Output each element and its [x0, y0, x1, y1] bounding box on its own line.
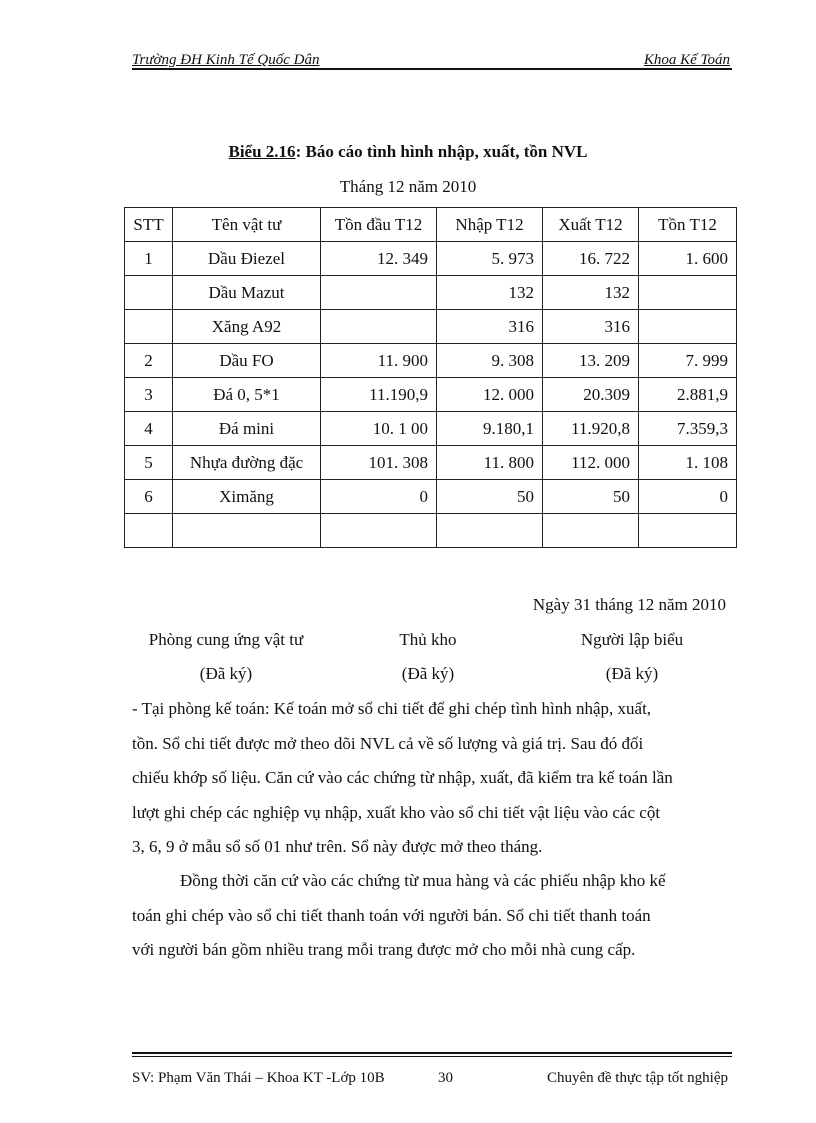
- footer-page-number: 30: [438, 1070, 453, 1086]
- signature-role-preparer: Người lập biểu: [580, 630, 684, 649]
- cell-stt: 2: [125, 344, 173, 378]
- body-paragraph-1: [132, 692, 730, 865]
- cell-import: 9. 308: [437, 344, 543, 378]
- cell-closing: [639, 514, 737, 548]
- paragraph-line: lượt ghi chép các nghiệp vụ nhập, xuất kho vào sổ chi tiết vật liệu vào các cột: [132, 802, 661, 822]
- cell-export: 16. 722: [543, 242, 639, 276]
- cell-name: Đá mini: [173, 412, 321, 446]
- cell-name: Nhựa đường đặc: [173, 446, 321, 480]
- col-header-opening: Tồn đầu T12: [321, 208, 437, 242]
- cell-stt: 6: [125, 480, 173, 514]
- cell-opening: [321, 276, 437, 310]
- cell-import: 316: [437, 310, 543, 344]
- cell-name: Đá 0, 5*1: [173, 378, 321, 412]
- cell-export: 20.309: [543, 378, 639, 412]
- table-row: [125, 480, 737, 514]
- cell-export: 112. 000: [543, 446, 639, 480]
- cell-name: Ximăng: [173, 480, 321, 514]
- table-row: [125, 378, 737, 412]
- signature-status-warehouse: (Đã ký): [401, 664, 455, 683]
- cell-closing: [639, 310, 737, 344]
- paragraph-line: với người bán gồm nhiều trang mỗi trang được mở cho mỗi nhà cung cấp.: [132, 940, 636, 959]
- cell-export: [543, 514, 639, 548]
- report-subtitle: Tháng 12 năm 2010: [339, 177, 477, 196]
- body-paragraph-2: [132, 864, 730, 968]
- paragraph-line: Đồng thời căn cứ vào các chứng từ mua hàng và các phiếu nhập kho kế: [180, 871, 666, 890]
- paragraph-line: chiếu khớp số liệu. Căn cứ vào các chứng từ nhập, xuất, đã kiểm tra kế toán lần: [132, 768, 673, 787]
- cell-opening: 101. 308: [321, 446, 437, 480]
- cell-closing: 0: [639, 480, 737, 514]
- cell-stt: 1: [125, 242, 173, 276]
- cell-opening: 0: [321, 480, 437, 514]
- paragraph-line: toán ghi chép vào sổ chi tiết thanh toán với người bán. Sổ chi tiết thanh toán: [132, 905, 651, 925]
- report-title-label: Biểu 2.16: [228, 142, 296, 161]
- report-title-text: : Báo cáo tình hình nhập, xuất, tồn NVL: [295, 142, 588, 161]
- cell-closing: 1. 108: [639, 446, 737, 480]
- cell-opening: 10. 1 00: [321, 412, 437, 446]
- cell-import: [437, 514, 543, 548]
- signature-status-preparer: (Đã ký): [605, 664, 659, 683]
- cell-closing: 7.359,3: [639, 412, 737, 446]
- cell-opening: [321, 514, 437, 548]
- cell-stt: [125, 276, 173, 310]
- col-header-name: Tên vật tư: [173, 208, 321, 242]
- cell-name: Dầu FO: [173, 344, 321, 378]
- header-school: Trường ĐH Kinh Tế Quốc Dân: [132, 52, 320, 68]
- cell-stt: [125, 310, 173, 344]
- cell-closing: [639, 276, 737, 310]
- paragraph-line: tồn. Sổ chi tiết được mở theo dõi NVL cả về số lượng và giá trị. Sau đó đối: [132, 733, 644, 753]
- cell-stt: 3: [125, 378, 173, 412]
- paragraph-line: - Tại phòng kế toán: Kế toán mở sổ chi tiết để ghi chép tình hình nhập, xuất,: [132, 699, 652, 718]
- table-header-row: [125, 208, 737, 242]
- footer-rule: [132, 1052, 732, 1054]
- table-row: [125, 446, 737, 480]
- cell-stt: 4: [125, 412, 173, 446]
- header-rule: [132, 68, 732, 70]
- cell-export: 316: [543, 310, 639, 344]
- table-row: [125, 310, 737, 344]
- table-row: [125, 344, 737, 378]
- cell-name: Dầu Mazut: [173, 276, 321, 310]
- cell-name: Xăng A92: [173, 310, 321, 344]
- cell-opening: 11.190,9: [321, 378, 437, 412]
- table-row: [125, 276, 737, 310]
- cell-export: 50: [543, 480, 639, 514]
- cell-stt: [125, 514, 173, 548]
- footer-report-title: Chuyên đề thực tập tốt nghiệp: [546, 1070, 728, 1086]
- cell-export: 11.920,8: [543, 412, 639, 446]
- cell-closing: 2.881,9: [639, 378, 737, 412]
- cell-closing: 7. 999: [639, 344, 737, 378]
- cell-opening: 11. 900: [321, 344, 437, 378]
- cell-import: 5. 973: [437, 242, 543, 276]
- signature-role-supply: Phòng cung ứng vật tư: [148, 630, 304, 649]
- cell-import: 132: [437, 276, 543, 310]
- table-row: [125, 412, 737, 446]
- inventory-table: [124, 207, 737, 548]
- table-row-empty: [125, 514, 737, 548]
- cell-name: [173, 514, 321, 548]
- col-header-stt: STT: [125, 208, 173, 242]
- cell-import: 11. 800: [437, 446, 543, 480]
- footer-rule-thin: [132, 1056, 732, 1057]
- signature-role-warehouse: Thủ kho: [399, 630, 457, 649]
- report-title: [0, 142, 816, 162]
- col-header-closing: Tồn T12: [639, 208, 737, 242]
- cell-closing: 1. 600: [639, 242, 737, 276]
- paragraph-line: 3, 6, 9 ở mẫu sổ số 01 như trên. Sổ này được mở theo tháng.: [132, 837, 543, 856]
- col-header-import: Nhập T12: [437, 208, 543, 242]
- cell-opening: [321, 310, 437, 344]
- report-date: Ngày 31 tháng 12 năm 2010: [532, 595, 726, 614]
- signature-status-supply: (Đã ký): [199, 664, 253, 683]
- cell-import: 12. 000: [437, 378, 543, 412]
- cell-stt: 5: [125, 446, 173, 480]
- table-row: [125, 242, 737, 276]
- cell-export: 13. 209: [543, 344, 639, 378]
- cell-export: 132: [543, 276, 639, 310]
- footer-student: SV: Phạm Văn Thái – Khoa KT -Lớp 10B: [132, 1070, 385, 1086]
- cell-name: Dầu Điezel: [173, 242, 321, 276]
- cell-import: 9.180,1: [437, 412, 543, 446]
- header-department: Khoa Kế Toán: [643, 52, 730, 68]
- cell-import: 50: [437, 480, 543, 514]
- col-header-export: Xuất T12: [543, 208, 639, 242]
- cell-opening: 12. 349: [321, 242, 437, 276]
